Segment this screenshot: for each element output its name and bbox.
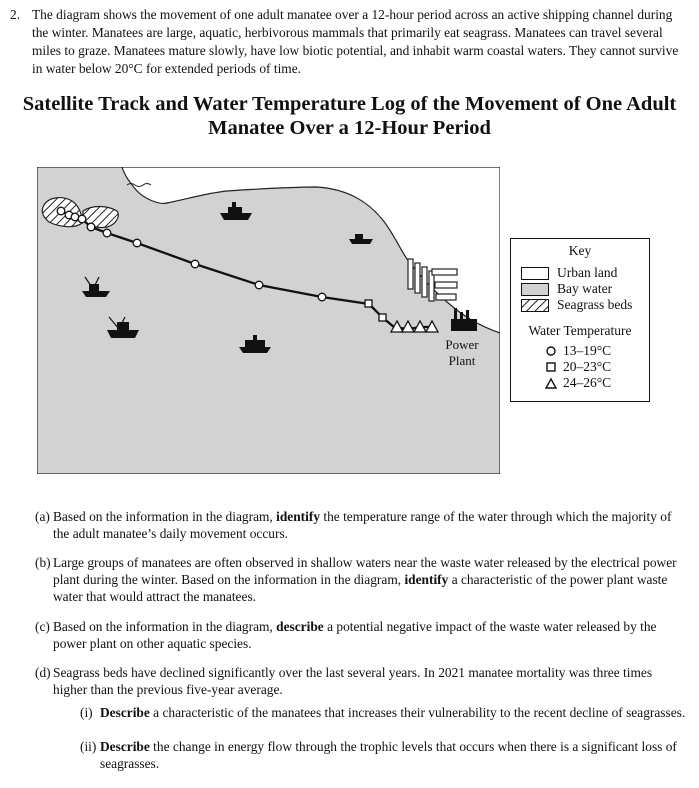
part-b	[35, 554, 685, 605]
part-label: (d)	[35, 665, 51, 680]
key-item-label: Seagrass beds	[557, 297, 633, 312]
manatee-map	[37, 167, 500, 474]
temp-label: 20–23°C	[563, 359, 612, 374]
key-title: Key	[568, 243, 592, 258]
figure-title-line-1: Satellite Track and Water Temperature Log of the Movement of One Adult	[22, 93, 677, 115]
seagrass-swatch	[521, 299, 549, 312]
subpart-label: (ii)	[80, 739, 97, 754]
question-number: 2.	[10, 7, 21, 22]
triangle-icon	[545, 376, 557, 390]
part-text: Seagrass beds have declined significantly over the last several years. In 2021 manatee mortality was three times higher than the previous five-year average.	[53, 665, 653, 697]
part-label: (b)	[35, 555, 51, 570]
square-icon	[545, 360, 557, 374]
figure-title-line-2: Manatee Over a 12-Hour Period	[208, 117, 491, 139]
question-intro	[10, 6, 690, 78]
map-key	[510, 238, 650, 402]
subpart-i	[80, 704, 690, 721]
key-item-label: Bay water	[557, 281, 613, 296]
part-label: (a)	[35, 509, 50, 524]
water-temp-title: Water Temperature	[528, 323, 632, 338]
question-text: The diagram shows the movement of one adult manatee over a 12-hour period across an active shipping channel during the winter. Manatees are large, aquatic, herbivorous mammals that primarily eat seagrass. Manatees can travel several miles to graze. Manatees mature slowly, have low biotic potential, and inhabit warm coastal waters. They cannot survive in water below 20°C for extended periods of time.	[32, 7, 679, 76]
key-item-label: Urban land	[557, 265, 618, 280]
part-text: Based on the information in the diagram, describe a potential negative impact of the waste water released by the power plant on other aquatic species.	[53, 619, 657, 651]
subpart-label: (i)	[80, 705, 93, 720]
figure-title	[0, 92, 699, 140]
part-c	[35, 618, 685, 652]
part-text: Large groups of manatees are often observed in shallow waters near the waste water released by the electrical power plant during the winter. Based on the information in the diagram, identify a characteristic of the power plant waste water that would attract the manatees.	[53, 555, 677, 604]
part-label: (c)	[35, 619, 50, 634]
power-plant-label-line-1: Power	[445, 337, 479, 352]
subpart-text: Describe the change in energy flow through the trophic levels that occurs when there is a significant loss of seagrasses.	[100, 739, 677, 771]
subpart-text: Describe a characteristic of the manatees that increases their vulnerability to the recent decline of seagrasses.	[100, 705, 686, 720]
subpart-ii	[80, 738, 690, 772]
temp-label: 13–19°C	[563, 343, 612, 358]
part-d	[35, 664, 685, 698]
part-text: Based on the information in the diagram, identify the temperature range of the water through which the majority of the adult manatee’s daily movement occurs.	[53, 509, 672, 541]
circle-icon	[545, 344, 557, 358]
urban-land-swatch	[521, 267, 549, 280]
power-plant-label-line-2: Plant	[448, 353, 476, 368]
temp-label: 24–26°C	[563, 375, 612, 390]
bay-water-swatch	[521, 283, 549, 296]
part-a	[35, 508, 685, 542]
